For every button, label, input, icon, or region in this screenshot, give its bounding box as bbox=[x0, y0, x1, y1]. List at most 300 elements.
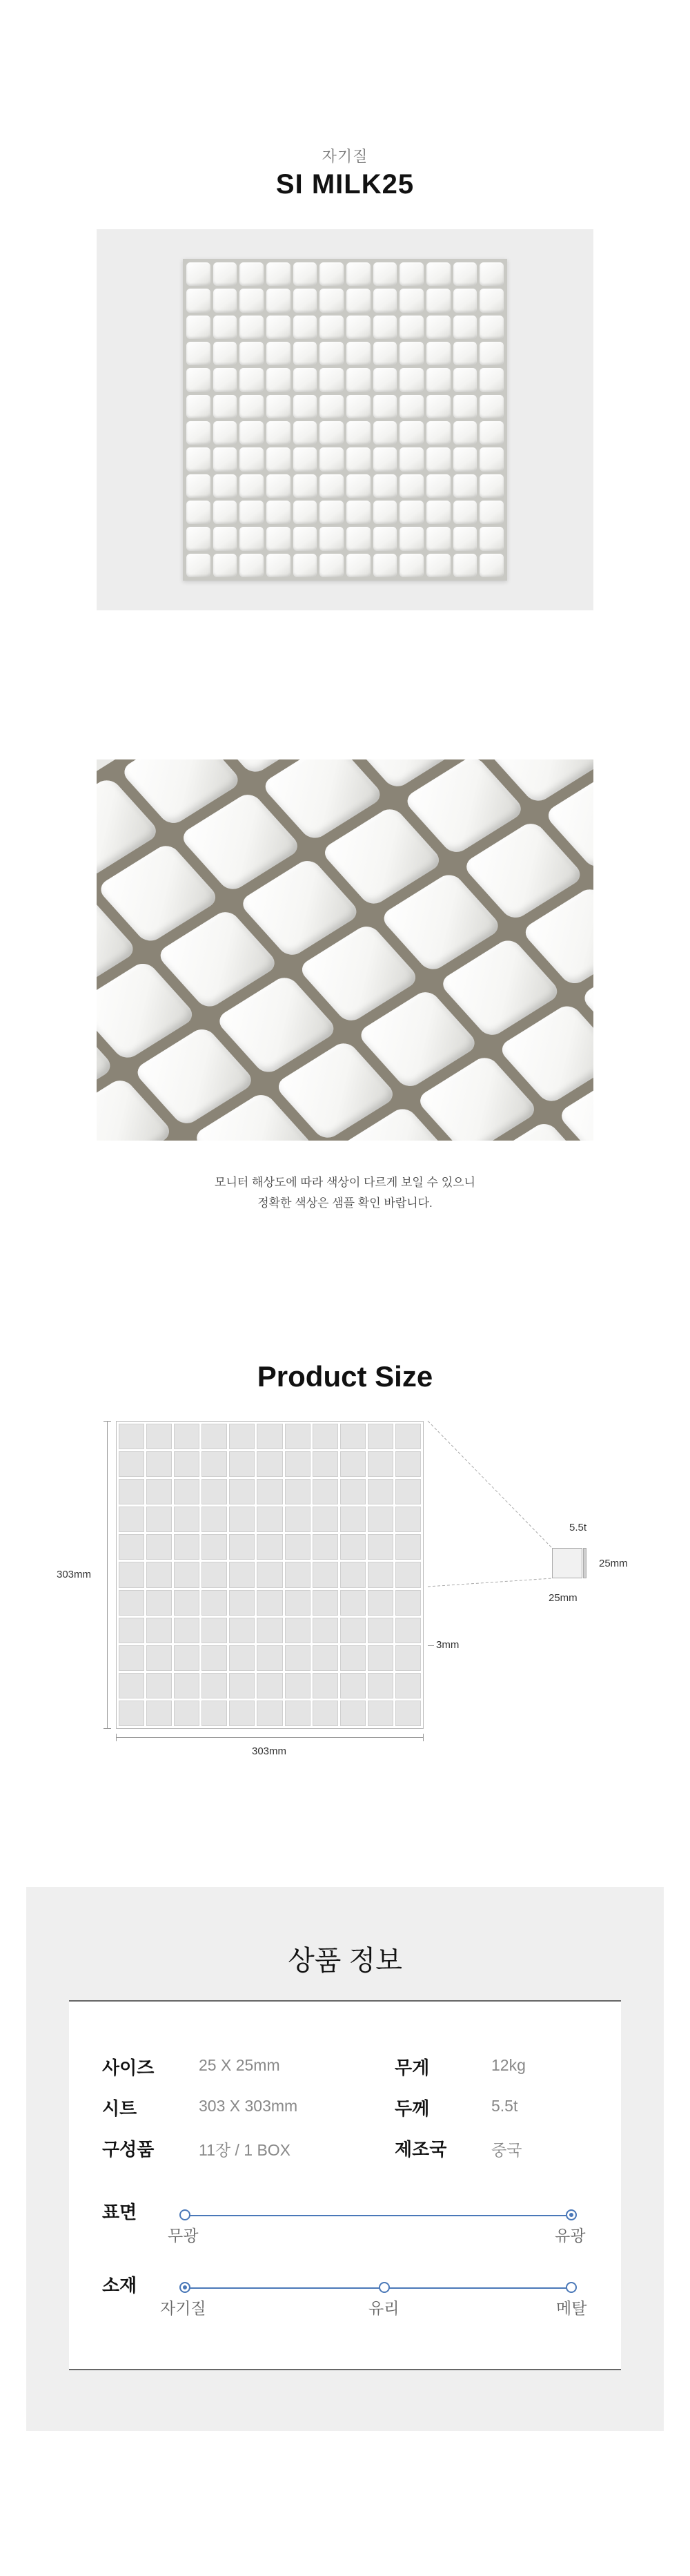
diagram-tile bbox=[340, 1590, 366, 1616]
mosaic-tile bbox=[426, 289, 451, 312]
mosaic-tile bbox=[186, 527, 210, 550]
product-photo-closeup bbox=[97, 759, 593, 1141]
mosaic-tile bbox=[400, 316, 424, 339]
mosaic-tile bbox=[293, 368, 317, 391]
diagram-tile bbox=[146, 1673, 172, 1698]
mosaic-tile bbox=[426, 368, 451, 391]
diagram-tile bbox=[119, 1618, 144, 1643]
mosaic-tile bbox=[266, 262, 290, 286]
diagram-tile bbox=[313, 1562, 338, 1587]
mosaic-tile bbox=[400, 289, 424, 312]
diagram-tile bbox=[285, 1618, 310, 1643]
diagram-tile bbox=[257, 1479, 282, 1504]
diagram-tile bbox=[229, 1424, 255, 1449]
mosaic-tile bbox=[213, 289, 237, 312]
diagram-tile bbox=[119, 1507, 144, 1532]
diagram-tile bbox=[229, 1590, 255, 1616]
mosaic-tile bbox=[213, 395, 237, 418]
mosaic-tile bbox=[346, 474, 371, 498]
mosaic-tile bbox=[293, 342, 317, 365]
diagram-tile bbox=[395, 1590, 421, 1616]
mosaic-tile bbox=[186, 316, 210, 339]
diagram-tile bbox=[174, 1534, 199, 1560]
diagram-tile bbox=[395, 1618, 421, 1643]
material-dot-glass bbox=[379, 2282, 390, 2293]
diagram-tile bbox=[340, 1701, 366, 1726]
mosaic-tile bbox=[400, 554, 424, 577]
diagram-tile bbox=[146, 1590, 172, 1616]
diagram-tile bbox=[257, 1645, 282, 1671]
product-info-title: 상품 정보 bbox=[288, 1946, 402, 1976]
diagram-tile bbox=[368, 1562, 393, 1587]
mosaic-tile bbox=[186, 447, 210, 471]
spec-value-origin: 중국 bbox=[491, 2141, 522, 2159]
mosaic-tile bbox=[373, 395, 397, 418]
mosaic-tile bbox=[319, 316, 344, 339]
mosaic-tile bbox=[213, 474, 237, 498]
diagram-tile bbox=[395, 1701, 421, 1726]
material-scale-line bbox=[185, 2287, 571, 2289]
mosaic-tile bbox=[373, 501, 397, 524]
diagram-tile bbox=[395, 1645, 421, 1671]
diagram-tile bbox=[340, 1424, 366, 1449]
diagram-tile bbox=[395, 1451, 421, 1477]
mosaic-tile bbox=[239, 421, 264, 445]
mosaic-tile bbox=[453, 421, 477, 445]
diagram-tile bbox=[229, 1618, 255, 1643]
diagram-tile bbox=[368, 1451, 393, 1477]
diagram-tile bbox=[201, 1701, 227, 1726]
mosaic-tile bbox=[346, 289, 371, 312]
mosaic-tile bbox=[453, 289, 477, 312]
diagram-tile bbox=[313, 1618, 338, 1643]
diagram-tile bbox=[201, 1424, 227, 1449]
mosaic-tile bbox=[346, 316, 371, 339]
mosaic-tile bbox=[293, 395, 317, 418]
diagram-tile bbox=[368, 1479, 393, 1504]
diagram-tile bbox=[395, 1562, 421, 1587]
color-notice bbox=[0, 1172, 690, 1214]
mosaic-tile bbox=[426, 395, 451, 418]
spec-value-weight: 12kg bbox=[491, 2056, 526, 2074]
mosaic-tile bbox=[266, 554, 290, 577]
spec-value-size: 25 X 25mm bbox=[199, 2056, 280, 2074]
mosaic-tile bbox=[373, 289, 397, 312]
diagram-tile bbox=[146, 1645, 172, 1671]
mosaic-tile bbox=[239, 316, 264, 339]
mosaic-tile bbox=[400, 262, 424, 286]
material-left-label: 자기질 bbox=[160, 2299, 206, 2317]
mosaic-tile bbox=[480, 447, 504, 471]
diagram-tile bbox=[119, 1451, 144, 1477]
diagram-tile bbox=[174, 1451, 199, 1477]
diagram-tile bbox=[368, 1645, 393, 1671]
diagram-tile bbox=[201, 1451, 227, 1477]
mosaic-tile bbox=[346, 262, 371, 286]
mosaic-tile bbox=[319, 527, 344, 550]
mosaic-tile bbox=[346, 447, 371, 471]
mosaic-tile bbox=[319, 501, 344, 524]
diagram-tile bbox=[313, 1590, 338, 1616]
mosaic-tile bbox=[426, 474, 451, 498]
diagram-tile bbox=[201, 1645, 227, 1671]
mosaic-tile bbox=[373, 447, 397, 471]
mosaic-tile bbox=[453, 262, 477, 286]
mosaic-tile bbox=[426, 447, 451, 471]
diagram-tile bbox=[146, 1451, 172, 1477]
diagram-tile bbox=[257, 1590, 282, 1616]
product-title: SI MILK25 bbox=[275, 169, 415, 200]
mosaic-tile bbox=[293, 421, 317, 445]
diagram-tile bbox=[257, 1618, 282, 1643]
diagram-tile bbox=[119, 1562, 144, 1587]
mosaic-tile bbox=[239, 289, 264, 312]
mosaic-tile bbox=[239, 395, 264, 418]
diagram-tile bbox=[285, 1590, 310, 1616]
mosaic-tile bbox=[480, 501, 504, 524]
diagram-tile bbox=[146, 1479, 172, 1504]
mosaic-tile bbox=[266, 527, 290, 550]
surface-left-label: 무광 bbox=[168, 2227, 199, 2245]
mosaic-tile bbox=[239, 474, 264, 498]
diagram-tile bbox=[229, 1645, 255, 1671]
diagram-tile bbox=[229, 1479, 255, 1504]
diagram-tile bbox=[368, 1618, 393, 1643]
spec-label-sheet: 시트 bbox=[102, 2098, 137, 2119]
spec-label-size: 사이즈 bbox=[102, 2057, 155, 2078]
mosaic-tile bbox=[293, 447, 317, 471]
gap-label: 3mm bbox=[436, 1639, 460, 1651]
diagram-tile bbox=[174, 1507, 199, 1532]
diagram-tile bbox=[285, 1534, 310, 1560]
diagram-tile bbox=[340, 1562, 366, 1587]
mosaic-tile bbox=[186, 262, 210, 286]
surface-right-label: 유광 bbox=[555, 2227, 586, 2245]
diagram-tile bbox=[146, 1562, 172, 1587]
mosaic-tile bbox=[400, 447, 424, 471]
mosaic-tile bbox=[426, 342, 451, 365]
mosaic-tile bbox=[453, 447, 477, 471]
diagram-tile bbox=[313, 1479, 338, 1504]
diagram-tile bbox=[174, 1562, 199, 1587]
spec-label-origin: 제조국 bbox=[395, 2139, 447, 2160]
mosaic-tile bbox=[426, 262, 451, 286]
mosaic-tile bbox=[400, 395, 424, 418]
height-tick-top bbox=[103, 1421, 111, 1422]
mosaic-tile bbox=[186, 342, 210, 365]
mosaic-tile bbox=[453, 368, 477, 391]
surface-scale-line bbox=[185, 2215, 571, 2216]
mosaic-tile bbox=[293, 527, 317, 550]
mosaic-tile bbox=[480, 262, 504, 286]
diagram-tile bbox=[257, 1673, 282, 1698]
mosaic-tile bbox=[400, 368, 424, 391]
mosaic-tile bbox=[266, 421, 290, 445]
material-dot-porcelain bbox=[179, 2282, 190, 2293]
diagram-tile bbox=[285, 1562, 310, 1587]
mosaic-sheet bbox=[183, 259, 507, 581]
mosaic-tile bbox=[346, 395, 371, 418]
diagram-tile bbox=[340, 1618, 366, 1643]
width-dimension-line bbox=[116, 1737, 424, 1738]
mosaic-tile bbox=[266, 447, 290, 471]
sheet-diagram bbox=[116, 1421, 424, 1729]
mosaic-closeup bbox=[97, 759, 593, 1141]
spec-value-contents: 11장 / 1 BOX bbox=[199, 2141, 291, 2159]
diagram-tile bbox=[174, 1424, 199, 1449]
mosaic-tile bbox=[239, 262, 264, 286]
diagram-tile bbox=[174, 1673, 199, 1698]
mosaic-tile bbox=[239, 501, 264, 524]
mosaic-tile bbox=[213, 554, 237, 577]
mosaic-tile bbox=[293, 289, 317, 312]
mosaic-tile bbox=[213, 527, 237, 550]
mosaic-tile bbox=[266, 501, 290, 524]
mosaic-tile bbox=[319, 342, 344, 365]
mosaic-tile bbox=[480, 421, 504, 445]
mosaic-tile bbox=[213, 316, 237, 339]
mosaic-tile bbox=[373, 342, 397, 365]
diagram-tile bbox=[119, 1645, 144, 1671]
single-tile-diagram bbox=[552, 1548, 582, 1578]
mosaic-tile bbox=[293, 474, 317, 498]
mosaic-tile bbox=[213, 342, 237, 365]
diagram-tile bbox=[201, 1590, 227, 1616]
product-size-title: Product Size bbox=[257, 1360, 433, 1393]
mosaic-tile bbox=[426, 527, 451, 550]
mosaic-tile bbox=[213, 421, 237, 445]
diagram-tile bbox=[229, 1562, 255, 1587]
diagram-tile bbox=[201, 1507, 227, 1532]
mosaic-tile bbox=[266, 474, 290, 498]
mosaic-tile bbox=[480, 316, 504, 339]
mosaic-tile bbox=[293, 316, 317, 339]
diagram-tile bbox=[340, 1645, 366, 1671]
mosaic-tile bbox=[213, 262, 237, 286]
diagram-tile bbox=[313, 1507, 338, 1532]
diagram-tile bbox=[229, 1701, 255, 1726]
spec-label-thickness: 두께 bbox=[395, 2098, 430, 2119]
diagram-tile bbox=[257, 1534, 282, 1560]
material-right-label: 메탈 bbox=[556, 2299, 587, 2317]
diagram-tile bbox=[340, 1534, 366, 1560]
mosaic-tile bbox=[480, 527, 504, 550]
mosaic-tile bbox=[453, 554, 477, 577]
mosaic-tile bbox=[426, 501, 451, 524]
mosaic-tile bbox=[453, 395, 477, 418]
mosaic-tile bbox=[293, 262, 317, 286]
mosaic-tile bbox=[426, 316, 451, 339]
mosaic-tile bbox=[319, 421, 344, 445]
mosaic-tile bbox=[239, 342, 264, 365]
diagram-tile bbox=[340, 1479, 366, 1504]
diagram-tile bbox=[229, 1534, 255, 1560]
diagram-tile bbox=[174, 1479, 199, 1504]
diagram-tile bbox=[201, 1562, 227, 1587]
width-tick-left bbox=[116, 1734, 117, 1741]
mosaic-tile bbox=[293, 501, 317, 524]
diagram-tile bbox=[313, 1701, 338, 1726]
mosaic-tile bbox=[400, 421, 424, 445]
diagram-tile bbox=[395, 1673, 421, 1698]
mosaic-tile bbox=[426, 421, 451, 445]
sheet-width-label: 303mm bbox=[252, 1745, 287, 1757]
mosaic-tile bbox=[400, 527, 424, 550]
diagram-tile bbox=[368, 1424, 393, 1449]
mosaic-tile bbox=[266, 316, 290, 339]
diagram-tile bbox=[285, 1645, 310, 1671]
product-photo-sheet bbox=[97, 229, 593, 610]
notice-line-2: 정확한 색상은 샘플 확인 바랍니다. bbox=[257, 1197, 433, 1210]
mosaic-tile bbox=[186, 395, 210, 418]
sheet-height-label: 303mm bbox=[57, 1569, 92, 1580]
mosaic-tile bbox=[213, 368, 237, 391]
diagram-tile bbox=[395, 1507, 421, 1532]
mosaic-tile bbox=[453, 316, 477, 339]
diagram-tile bbox=[174, 1645, 199, 1671]
mosaic-tile bbox=[186, 474, 210, 498]
diagram-tile bbox=[146, 1534, 172, 1560]
diagram-tile bbox=[119, 1590, 144, 1616]
diagram-tile bbox=[368, 1590, 393, 1616]
diagram-tile bbox=[119, 1479, 144, 1504]
diagram-tile bbox=[368, 1507, 393, 1532]
mosaic-tile bbox=[373, 554, 397, 577]
mosaic-tile bbox=[319, 395, 344, 418]
mosaic-tile bbox=[293, 554, 317, 577]
mosaic-tile bbox=[346, 421, 371, 445]
diagram-tile bbox=[257, 1701, 282, 1726]
width-tick-right bbox=[423, 1734, 424, 1741]
diagram-tile bbox=[257, 1424, 282, 1449]
diagram-tile bbox=[313, 1645, 338, 1671]
material-dot-metal bbox=[566, 2282, 577, 2293]
diagram-tile bbox=[119, 1701, 144, 1726]
mosaic-tile bbox=[266, 289, 290, 312]
notice-line-1: 모니터 해상도에 따라 색상이 다르게 보일 수 있으니 bbox=[215, 1176, 475, 1189]
diagram-tile bbox=[368, 1673, 393, 1698]
product-category: 자기질 bbox=[322, 148, 368, 165]
height-dimension-line bbox=[107, 1421, 108, 1729]
diagram-tile bbox=[229, 1507, 255, 1532]
mosaic-tile bbox=[373, 316, 397, 339]
surface-dot-matte bbox=[179, 2209, 190, 2220]
diagram-tile bbox=[340, 1451, 366, 1477]
diagram-tile bbox=[313, 1534, 338, 1560]
diagram-tile bbox=[119, 1534, 144, 1560]
mosaic-tile bbox=[453, 342, 477, 365]
mosaic-tile bbox=[480, 368, 504, 391]
mosaic-tile bbox=[319, 447, 344, 471]
gap-marker bbox=[428, 1645, 434, 1646]
mosaic-tile bbox=[186, 289, 210, 312]
diagram-tile bbox=[395, 1479, 421, 1504]
diagram-tile bbox=[229, 1673, 255, 1698]
mosaic-tile bbox=[239, 368, 264, 391]
height-tick-bottom bbox=[103, 1728, 111, 1729]
mosaic-tile bbox=[346, 554, 371, 577]
mosaic-tile bbox=[346, 342, 371, 365]
diagram-tile bbox=[313, 1424, 338, 1449]
mosaic-tile bbox=[266, 342, 290, 365]
diagram-tile bbox=[395, 1534, 421, 1560]
diagram-tile bbox=[146, 1507, 172, 1532]
mosaic-tile bbox=[239, 554, 264, 577]
mosaic-tile bbox=[266, 368, 290, 391]
diagram-tile bbox=[201, 1673, 227, 1698]
diagram-tile bbox=[201, 1534, 227, 1560]
diagram-tile bbox=[257, 1507, 282, 1532]
diagram-tile bbox=[285, 1701, 310, 1726]
single-tile-side bbox=[583, 1548, 586, 1578]
diagram-tile bbox=[146, 1701, 172, 1726]
material-label: 소재 bbox=[102, 2275, 137, 2296]
diagram-tile bbox=[174, 1590, 199, 1616]
mosaic-tile bbox=[346, 527, 371, 550]
spec-value-sheet: 303 X 303mm bbox=[199, 2097, 298, 2115]
mosaic-tile bbox=[319, 474, 344, 498]
spec-label-weight: 무게 bbox=[395, 2057, 430, 2078]
mosaic-tile bbox=[373, 527, 397, 550]
mosaic-tile bbox=[186, 421, 210, 445]
diagram-tile bbox=[285, 1424, 310, 1449]
surface-dot-gloss bbox=[566, 2209, 577, 2220]
mosaic-tile bbox=[213, 447, 237, 471]
mosaic-tile bbox=[480, 474, 504, 498]
mosaic-tile bbox=[319, 368, 344, 391]
mosaic-tile bbox=[373, 474, 397, 498]
mosaic-tile bbox=[186, 368, 210, 391]
diagram-tile bbox=[229, 1451, 255, 1477]
mosaic-tile bbox=[346, 501, 371, 524]
diagram-tile bbox=[174, 1618, 199, 1643]
diagram-tile bbox=[285, 1451, 310, 1477]
mosaic-tile bbox=[400, 342, 424, 365]
diagram-tile bbox=[201, 1479, 227, 1504]
mosaic-tile bbox=[426, 554, 451, 577]
mosaic-tile bbox=[346, 368, 371, 391]
diagram-tile bbox=[257, 1451, 282, 1477]
diagram-tile bbox=[368, 1534, 393, 1560]
mosaic-tile bbox=[319, 554, 344, 577]
diagram-tile bbox=[285, 1507, 310, 1532]
mosaic-tile bbox=[186, 501, 210, 524]
mosaic-tile bbox=[453, 527, 477, 550]
mosaic-tile bbox=[480, 554, 504, 577]
mosaic-tile bbox=[266, 395, 290, 418]
mosaic-tile bbox=[213, 501, 237, 524]
mosaic-tile bbox=[239, 527, 264, 550]
mosaic-tile bbox=[480, 395, 504, 418]
spec-value-thickness: 5.5t bbox=[491, 2097, 518, 2115]
mosaic-tile bbox=[319, 262, 344, 286]
mosaic-tile bbox=[319, 289, 344, 312]
mosaic-tile bbox=[373, 262, 397, 286]
diagram-tile bbox=[285, 1479, 310, 1504]
tile-width-label: 25mm bbox=[549, 1592, 578, 1604]
mosaic-tile bbox=[373, 368, 397, 391]
mosaic-tile bbox=[239, 447, 264, 471]
tile-height-label: 25mm bbox=[599, 1558, 628, 1569]
diagram-tile bbox=[340, 1673, 366, 1698]
diagram-tile bbox=[313, 1451, 338, 1477]
spec-label-contents: 구성품 bbox=[102, 2139, 155, 2160]
tile-thickness-label: 5.5t bbox=[569, 1522, 587, 1533]
surface-label: 표면 bbox=[102, 2202, 137, 2222]
diagram-tile bbox=[368, 1701, 393, 1726]
diagram-tile bbox=[146, 1618, 172, 1643]
diagram-tile bbox=[119, 1673, 144, 1698]
